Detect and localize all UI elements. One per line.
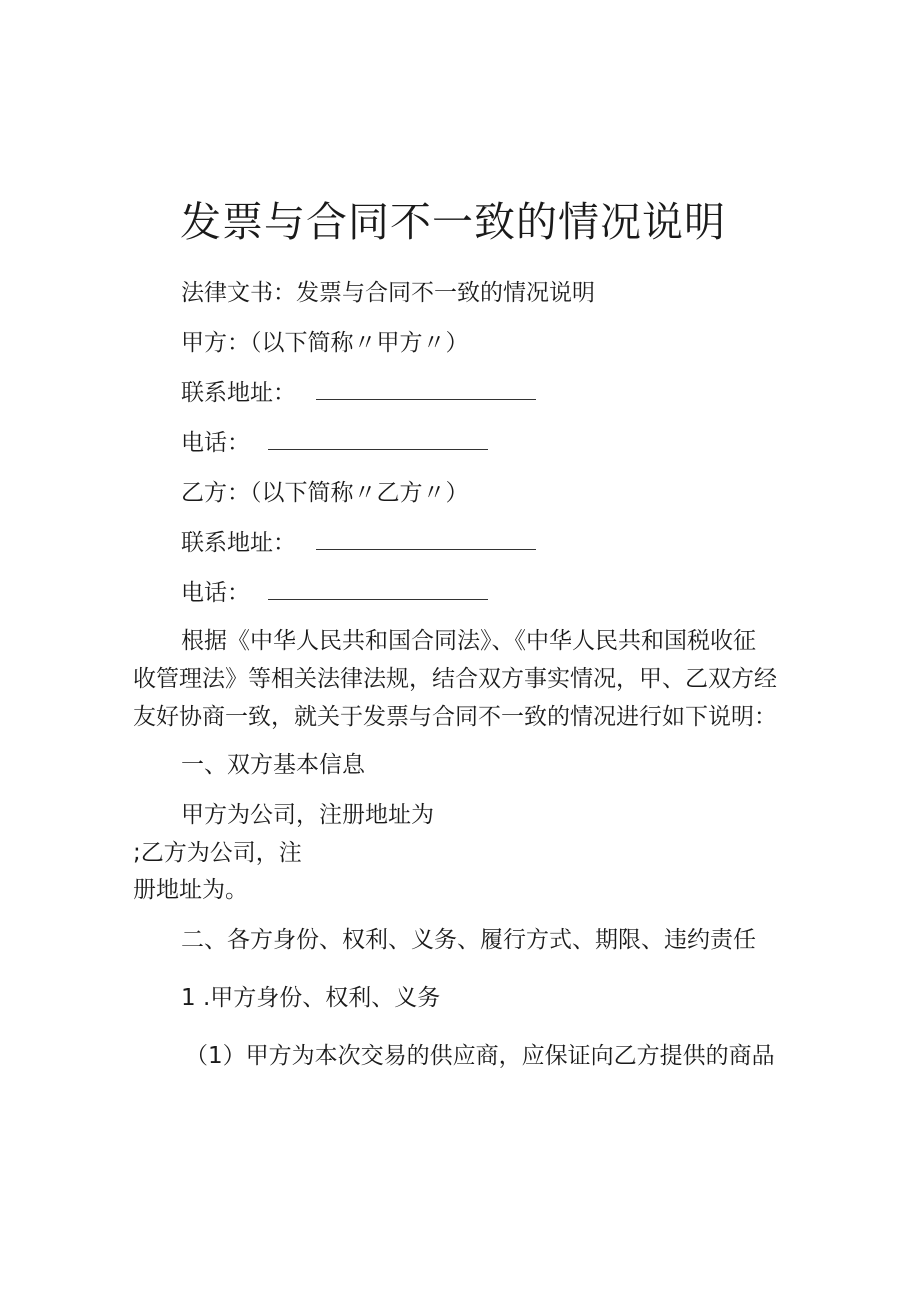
party-b-address-row [181, 526, 536, 560]
party-b-address-blank [316, 527, 536, 550]
party-a-phone-label: 电话： [181, 430, 250, 456]
doc-type-line: 法律文书：发票与合同不一致的情况说明 [181, 280, 595, 306]
section1-line-2: ;乙方为公司，注 [133, 840, 302, 866]
party-a-phone-row [181, 426, 488, 460]
party-a-address-label: 联系地址： [181, 380, 296, 406]
party-a-address-blank [316, 377, 536, 400]
party-b-phone-row [181, 576, 488, 610]
section2-heading: 二、各方身份、权利、义务、履行方式、期限、违约责任 [181, 927, 756, 953]
party-a-phone-blank [268, 427, 488, 450]
party-a-address-row [181, 376, 536, 410]
party-a-label: 甲方：（以下简称〃甲方〃） [181, 330, 469, 356]
preamble-line-2: 收管理法》等相关法律法规，结合双方事实情况，甲、乙双方经 [133, 666, 777, 692]
preamble-line-1: 根据《中华人民共和国合同法》、《中华人民共和国税收征 [181, 628, 756, 654]
party-b-phone-blank [268, 577, 488, 600]
section1-line-3: 册地址为。 [133, 877, 248, 903]
party-b-phone-label: 电话： [181, 580, 250, 606]
party-b-label: 乙方：（以下简称〃乙方〃） [181, 480, 469, 506]
section2-sub1: 1 .甲方身份、权利、义务 [181, 985, 441, 1011]
preamble-line-3: 友好协商一致，就关于发票与合同不一致的情况进行如下说明： [133, 704, 777, 730]
section1-heading: 一、双方基本信息 [181, 752, 365, 778]
document-title: 发票与合同不一致的情况说明 [180, 198, 726, 246]
section1-line-1: 甲方为公司，注册地址为 [181, 802, 434, 828]
party-b-address-label: 联系地址： [181, 530, 296, 556]
section2-item1: （1）甲方为本次交易的供应商，应保证向乙方提供的商品 [185, 1043, 775, 1069]
